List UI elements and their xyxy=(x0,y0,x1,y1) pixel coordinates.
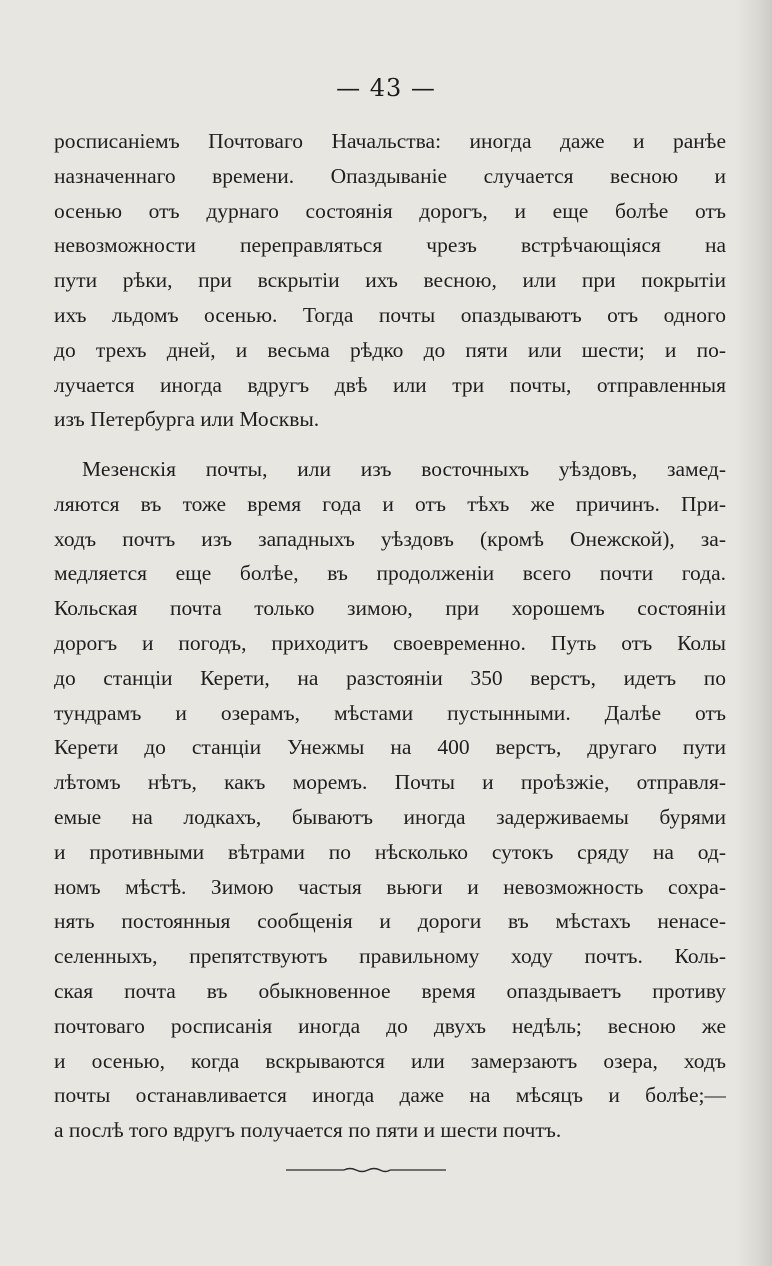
text-line: почтоваго росписанія иногда до двухъ недѣль; весною же xyxy=(54,1013,726,1038)
text-line: дорогъ и погодъ, приходитъ своевременно. Путь отъ Колы xyxy=(54,630,726,655)
text-line: невозможности переправляться чрезъ встрѣчающіяся на xyxy=(54,233,726,258)
paragraph-2 xyxy=(54,452,726,1148)
text-line: пути рѣки, при вскрытіи ихъ весною, или при покрытіи xyxy=(54,268,726,293)
text-line: ихъ льдомъ осенью. Тогда почты опаздываютъ отъ одного xyxy=(54,302,726,327)
text-line: Кольская почта только зимою, при хорошемъ состояніи xyxy=(54,596,726,621)
text-line: а послѣ того вдругъ получается по пяти и шести почтъ. xyxy=(54,1118,562,1143)
text-line: осенью отъ дурнаго состоянія дорогъ, и еще болѣе отъ xyxy=(54,198,726,223)
text-line: емые на лодкахъ, бываютъ иногда задерживаемы бурями xyxy=(54,804,726,829)
text-line: нять постоянныя сообщенія и дороги въ мѣстахъ ненасе- xyxy=(54,909,726,934)
text-line: до станціи Керети, на разстояніи 350 верстъ, идетъ по xyxy=(54,665,726,690)
text-line: Мезенскія почты, или изъ восточныхъ уѣздовъ, замед- xyxy=(82,457,726,481)
text-line: лучается иногда вдругъ двѣ или три почты, отправленныя xyxy=(54,372,726,397)
page-edge-shadow xyxy=(736,0,772,1266)
text-line: и противными вѣтрами по нѣсколько сутокъ сряду на од- xyxy=(54,839,726,864)
page-number: — 43 — xyxy=(336,74,436,102)
text-line: назначеннаго времени. Опаздываніе случается весною и xyxy=(54,163,726,188)
text-line: росписаніемъ Почтоваго Начальства: иногда даже и ранѣе xyxy=(54,129,726,153)
text-line: и осенью, когда вскрываются или замерзаютъ озера, ходъ xyxy=(54,1048,726,1073)
text-line: ходъ почтъ изъ западныхъ уѣздовъ (кромѣ Онежской), за- xyxy=(54,526,726,551)
text-line: медляется еще болѣе, въ продолженіи всего почти года. xyxy=(54,561,726,586)
text-line: лѣтомъ нѣтъ, какъ моремъ. Почты и проѣзжіе, отправля- xyxy=(54,770,726,795)
text-line: тундрамъ и озерамъ, мѣстами пустынными. Далѣе отъ xyxy=(54,700,726,725)
paragraph-1 xyxy=(54,124,726,437)
text-line: Керети до станціи Унежмы на 400 верстъ, другаго пути xyxy=(54,735,726,760)
text-line: номъ мѣстѣ. Зимою частыя вьюги и невозможность сохра- xyxy=(54,874,726,899)
ornament-flourish xyxy=(344,1169,390,1172)
text-line: изъ Петербурга или Москвы. xyxy=(54,407,320,432)
text-line: почты останавливается иногда даже на мѣсяцъ и болѣе;— xyxy=(54,1083,726,1108)
text-line: селенныхъ, препятствуютъ правильному ходу почтъ. Коль- xyxy=(54,944,726,969)
text-line: до трехъ дней, и весьма рѣдко до пяти или шести; и по- xyxy=(54,337,726,362)
ornament-divider xyxy=(286,1166,446,1174)
text-line: ляются въ тоже время года и отъ тѣхъ же причинъ. При- xyxy=(54,491,726,516)
text-line: ская почта въ обыкновенное время опаздываетъ противу xyxy=(54,978,726,1003)
